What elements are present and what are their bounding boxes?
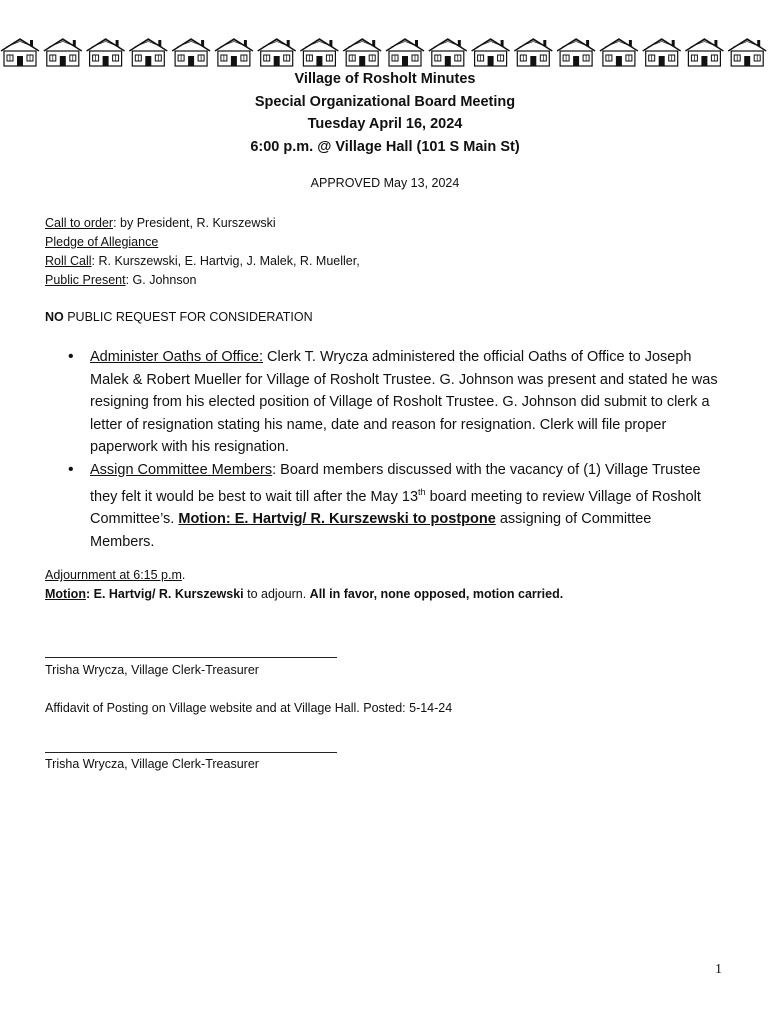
public-request-text: PUBLIC REQUEST FOR CONSIDERATION [63,310,313,324]
pledge-line [45,233,360,252]
committee-text-2: board meeting to review Village of Rosholt Committee’s. [90,488,701,528]
list-item [68,346,718,459]
committee-text-1: : Board members discussed with the vacancy of (1) Village Trustee they felt it would be best to wait till after the May 13 [90,461,701,505]
title-line-1: Village of Rosholt Minutes [294,71,476,87]
house-icon [472,39,510,66]
title-line-4: 6:00 p.m. @ Village Hall (101 S Main St) [250,138,520,155]
house-icon [1,39,39,66]
house-icon [87,39,125,66]
oaths-label: Administer Oaths of Office: [90,349,263,365]
public-request-no: NO [45,310,64,324]
house-icon [514,39,552,66]
house-icon [258,39,296,66]
page-number: 1 [715,962,722,977]
house-icon [215,39,253,66]
call-to-order-label: Call to order [45,216,114,230]
house-icon [172,39,210,66]
house-border-decoration [0,36,770,68]
roll-call-label: Roll Call [45,254,92,268]
house-icon [343,39,381,66]
committee-superscript: th [418,487,426,497]
signature-name-1: Trisha Wrycza, Village Clerk-Treasurer [45,663,259,677]
call-to-order-line [45,214,360,233]
house-icon [429,39,467,66]
house-icon [728,39,766,66]
adjournment-motion-word: Motion [45,587,86,601]
list-item [68,459,718,554]
house-icon [643,39,681,66]
pledge-label: Pledge of Allegiance [45,235,159,249]
committee-text-3: assigning of Committee Members. [90,511,652,550]
call-to-order-text: : by President, R. Kurszewski [113,216,276,230]
roll-call-text: : R. Kurszewski, E. Hartvig, J. Malek, R. Mueller, [91,254,360,268]
title-line-3: Tuesday April 16, 2024 [307,116,463,132]
house-icon [386,39,424,66]
adjournment-line [45,566,563,585]
adjournment-label: Adjournment at 6:15 p.m [45,568,182,582]
signature-line-2 [45,752,337,753]
house-icon [685,39,723,66]
opening-section [45,214,360,290]
signature-line-1 [45,657,337,658]
house-icon [600,39,638,66]
house-icon [129,39,167,66]
house-icon [300,39,338,66]
public-present-line [45,271,360,290]
adjournment-motion-mid: to adjourn. [243,587,310,601]
adjournment-motion-line [45,585,563,604]
adjournment-period: . [181,568,186,582]
document-title [0,68,770,158]
public-present-text: : G. Johnson [125,273,197,287]
public-present-label: Public Present [45,273,126,287]
house-icon [557,39,595,66]
public-request-line [45,308,313,327]
adjournment-section [45,566,563,604]
adjournment-motion-names: : E. Hartvig/ R. Kurszewski [85,587,244,601]
signature-name-2: Trisha Wrycza, Village Clerk-Treasurer [45,757,259,771]
oaths-text: Clerk T. Wrycza administered the official Oaths of Office to Joseph Malek & Robert Mueller for Village of Rosholt Trustee. G. Johnson was present and stated he was resigning from his elected position of Village of Rosholt Trustee. G. Johnson did submit to clerk a letter of resignation stating his name, date and reason for resignation. Clerk will file proper paperwork with his resignation. [90,349,718,455]
agenda-items [68,346,718,553]
house-icon [44,39,82,66]
adjournment-motion-result: All in favor, none opposed, motion carried. [309,587,564,601]
title-line-2: Special Organizational Board Meeting [254,93,516,110]
affidavit-text: Affidavit of Posting on Village website and at Village Hall. Posted: 5-14-24 [45,701,453,715]
committee-motion: Motion: E. Hartvig/ R. Kurszewski to postpone [178,511,496,528]
committee-label: Assign Committee Members [90,461,273,478]
roll-call-line [45,252,360,271]
approval-note: APPROVED May 13, 2024 [310,176,460,190]
